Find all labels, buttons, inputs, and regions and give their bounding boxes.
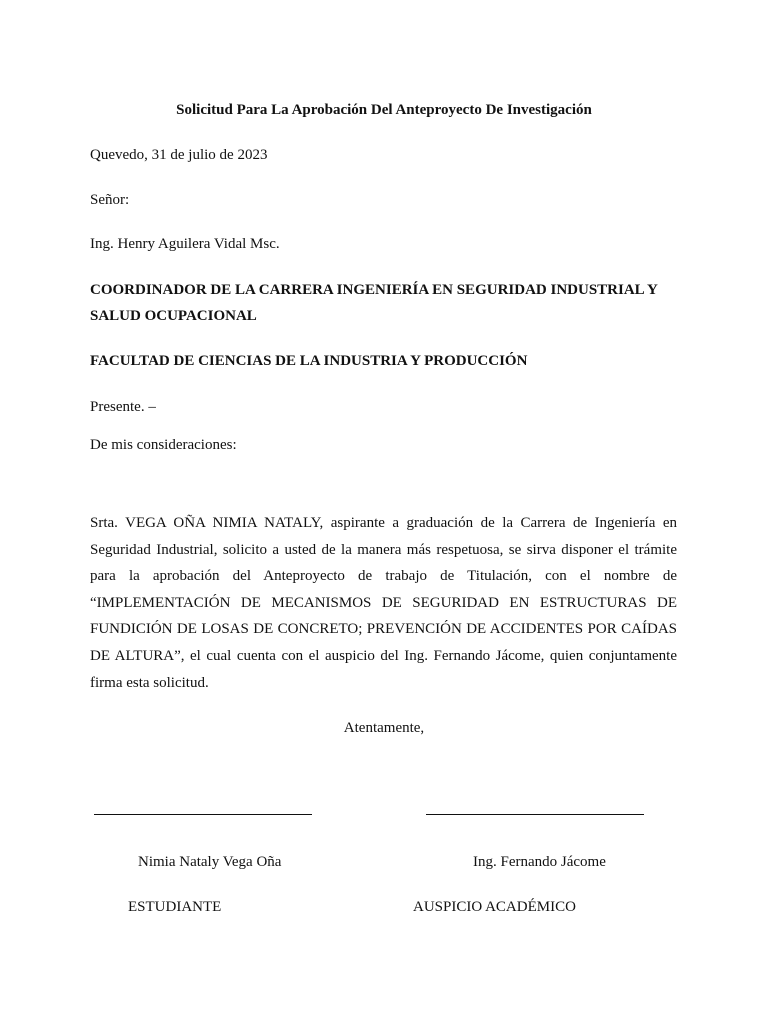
body-line: Seguridad Industrial, solicito a usted de la manera más respetuosa, se sirva disponer el trámite (90, 541, 677, 558)
salutation: Señor: (90, 192, 130, 208)
signer-role-right: AUSPICIO ACADÉMICO (413, 899, 576, 915)
closing: Atentamente, (343, 720, 425, 736)
body-line: DE ALTURA”, el cual cuenta con el auspicio del Ing. Fernando Jácome, quien conjuntamente (90, 647, 677, 664)
body-line: Srta. VEGA OÑA NIMIA NATALY, aspirante a graduación de la Carrera de Ingeniería en (90, 515, 677, 531)
signer-role-left: ESTUDIANTE (128, 899, 222, 915)
body-line: firma esta solicitud. (90, 674, 209, 691)
faculty-line: FACULTAD DE CIENCIAS DE LA INDUSTRIA Y PRODUCCIÓN (90, 353, 528, 369)
signature-line-right (426, 814, 644, 815)
date-line: Quevedo, 31 de julio de 2023 (90, 147, 268, 163)
recipient-name: Ing. Henry Aguilera Vidal Msc. (90, 236, 280, 252)
signature-line-left (94, 814, 312, 815)
recipient-role-line-2: SALUD OCUPACIONAL (90, 308, 257, 324)
body-line: “IMPLEMENTACIÓN DE MECANISMOS DE SEGURIDAD EN ESTRUCTURAS DE (90, 594, 677, 611)
recipient-role-line-1: COORDINADOR DE LA CARRERA INGENIERÍA EN SEGURIDAD INDUSTRIAL Y (90, 282, 658, 298)
presente-line: Presente. – (90, 399, 156, 415)
body-line: FUNDICIÓN DE LOSAS DE CONCRETO; PREVENCIÓN DE ACCIDENTES POR CAÍDAS (90, 621, 677, 638)
document-title: Solicitud Para La Aprobación Del Anteproyecto De Investigación (176, 102, 592, 118)
signer-name-right: Ing. Fernando Jácome (473, 854, 606, 870)
body-paragraph (90, 510, 677, 696)
body-line: para la aprobación del Anteproyecto de trabajo de Titulación, con el nombre de (90, 568, 677, 585)
considerations-line: De mis consideraciones: (90, 437, 237, 453)
signer-name-left: Nimia Nataly Vega Oña (138, 854, 282, 870)
